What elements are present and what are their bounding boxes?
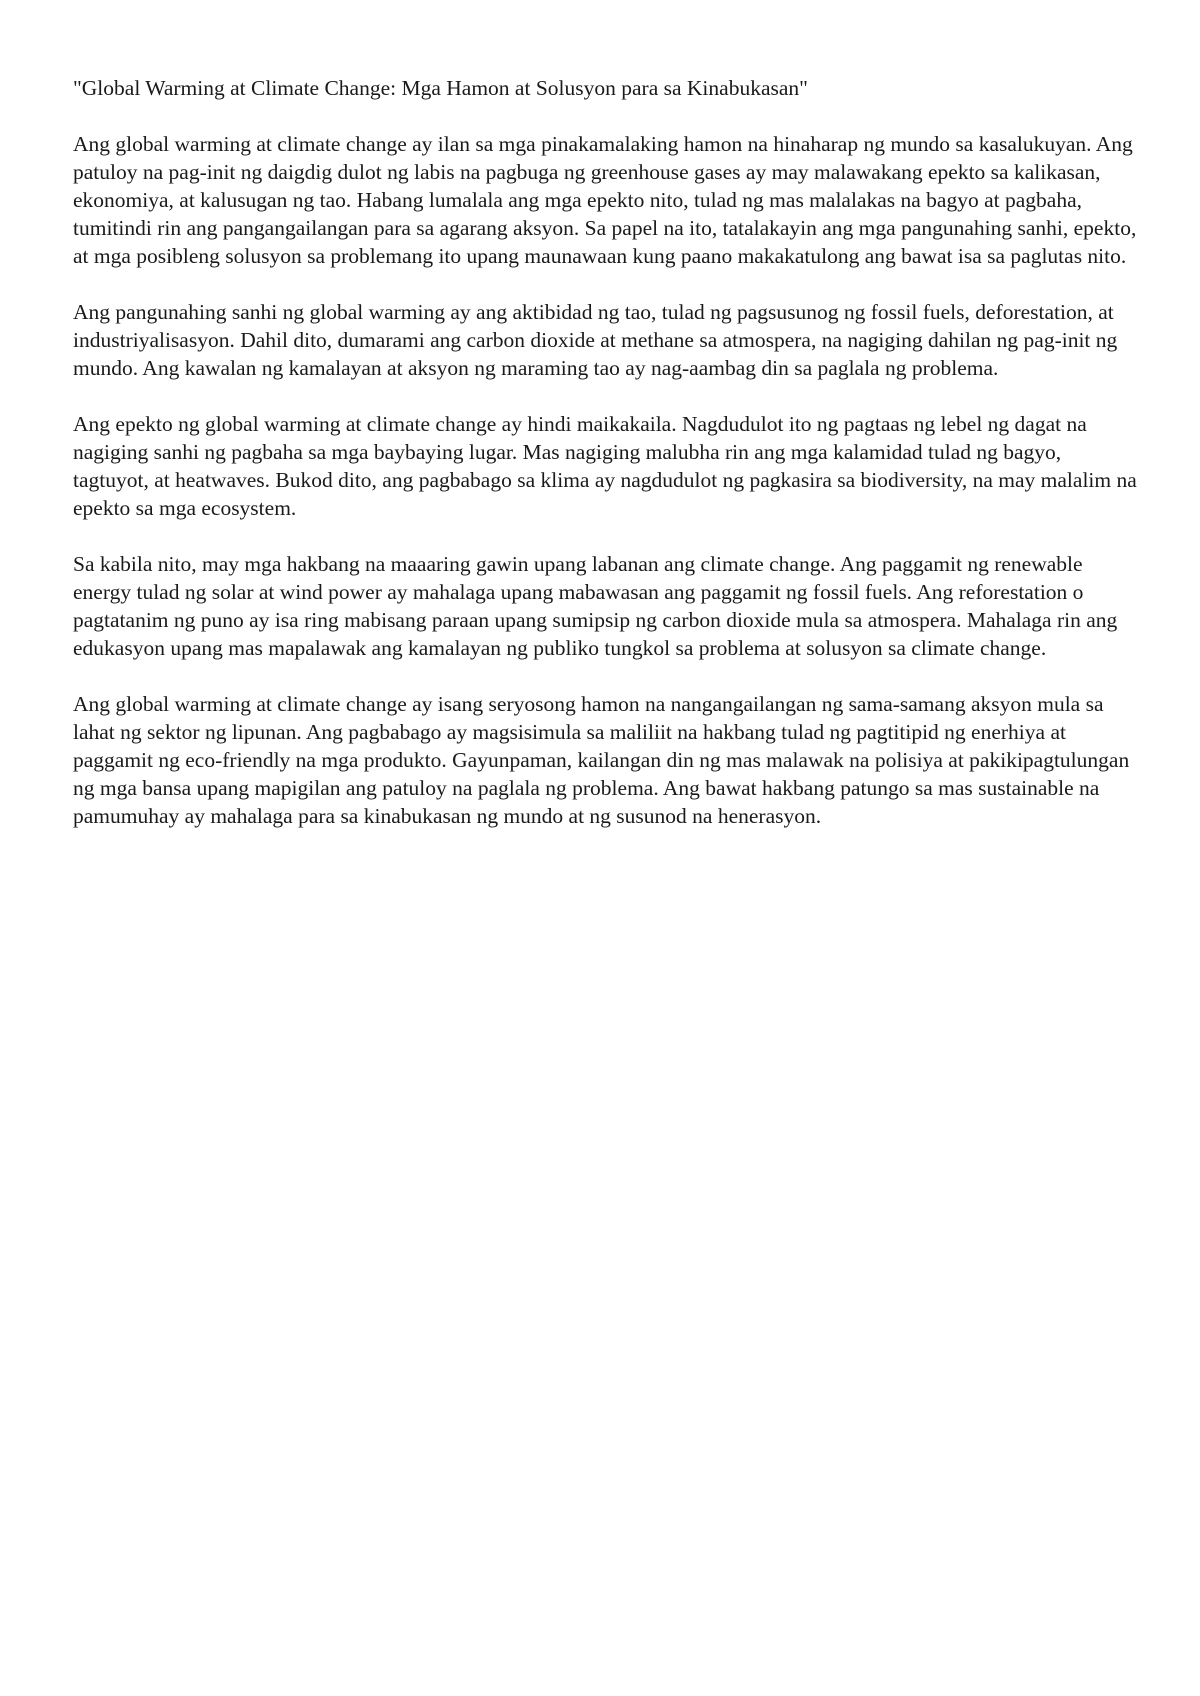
paragraph-conclusion: Ang global warming at climate change ay isang seryosong hamon na nangangailangan ng sama-samang aksyon mula sa lahat ng sektor ng lipunan. Ang pagbabago ay magsisimula sa maliliit na hakbang tulad ng pagtitipid ng enerhiya at paggamit ng eco-friendly na mga produkto. Gayunpaman, kailangan din ng mas malawak na polisiya at pakikipagtulungan ng mga bansa upang mapigilan ang patuloy na paglala ng problema. Ang bawat hakbang patungo sa mas sustainable na pamumuhay ay mahalaga para sa kinabukasan ng mundo at ng susunod na henerasyon. <box>73 692 1130 828</box>
document-title: "Global Warming at Climate Change: Mga Hamon at Solusyon para sa Kinabukasan" <box>73 76 808 100</box>
paragraph-introduction: Ang global warming at climate change ay ilan sa mga pinakamalaking hamon na hinaharap ng mundo sa kasalukuyan. Ang patuloy na pag-init ng daigdig dulot ng labis na pagbuga ng greenhouse gases ay may malawakang epekto sa kalikasan, ekonomiya, at kalusugan ng tao. Habang lumalala ang mga epekto nito, tulad ng mas malalakas na bagyo at pagbaha, tumitindi rin ang pangangailangan para sa agarang aksyon. Sa papel na ito, tatalakayin ang mga pangunahing sanhi, epekto, at mga posibleng solusyon sa problemang ito upang maunawaan kung paano makakatulong ang bawat isa sa paglutas nito. <box>73 132 1137 268</box>
paragraph-solutions: Sa kabila nito, may mga hakbang na maaaring gawin upang labanan ang climate change. Ang paggamit ng renewable energy tulad ng solar at wind power ay mahalaga upang mabawasan ang paggamit ng fossil fuels. Ang reforestation o pagtatanim ng puno ay isa ring mabisang paraan upang sumipsip ng carbon dioxide mula sa atmospera. Mahalaga rin ang edukasyon upang mas mapalawak ang kamalayan ng publiko tungkol sa problema at solusyon sa climate change. <box>73 552 1118 660</box>
document-body <box>73 74 1139 858</box>
paragraph-causes: Ang pangunahing sanhi ng global warming ay ang aktibidad ng tao, tulad ng pagsusunog ng fossil fuels, deforestation, at industriyalisasyon. Dahil dito, dumarami ang carbon dioxide at methane sa atmospera, na nagiging dahilan ng pag-init ng mundo. Ang kawalan ng kamalayan at aksyon ng maraming tao ay nag-aambag din sa paglala ng problema. <box>73 300 1118 380</box>
paragraph-effects: Ang epekto ng global warming at climate change ay hindi maikakaila. Nagdudulot ito ng pagtaas ng lebel ng dagat na nagiging sanhi ng pagbaha sa mga baybaying lugar. Mas nagiging malubha rin ang mga kalamidad tulad ng bagyo, tagtuyot, at heatwaves. Bukod dito, ang pagbabago sa klima ay nagdudulot ng pagkasira sa biodiversity, na may malalim na epekto sa mga ecosystem. <box>73 412 1137 520</box>
